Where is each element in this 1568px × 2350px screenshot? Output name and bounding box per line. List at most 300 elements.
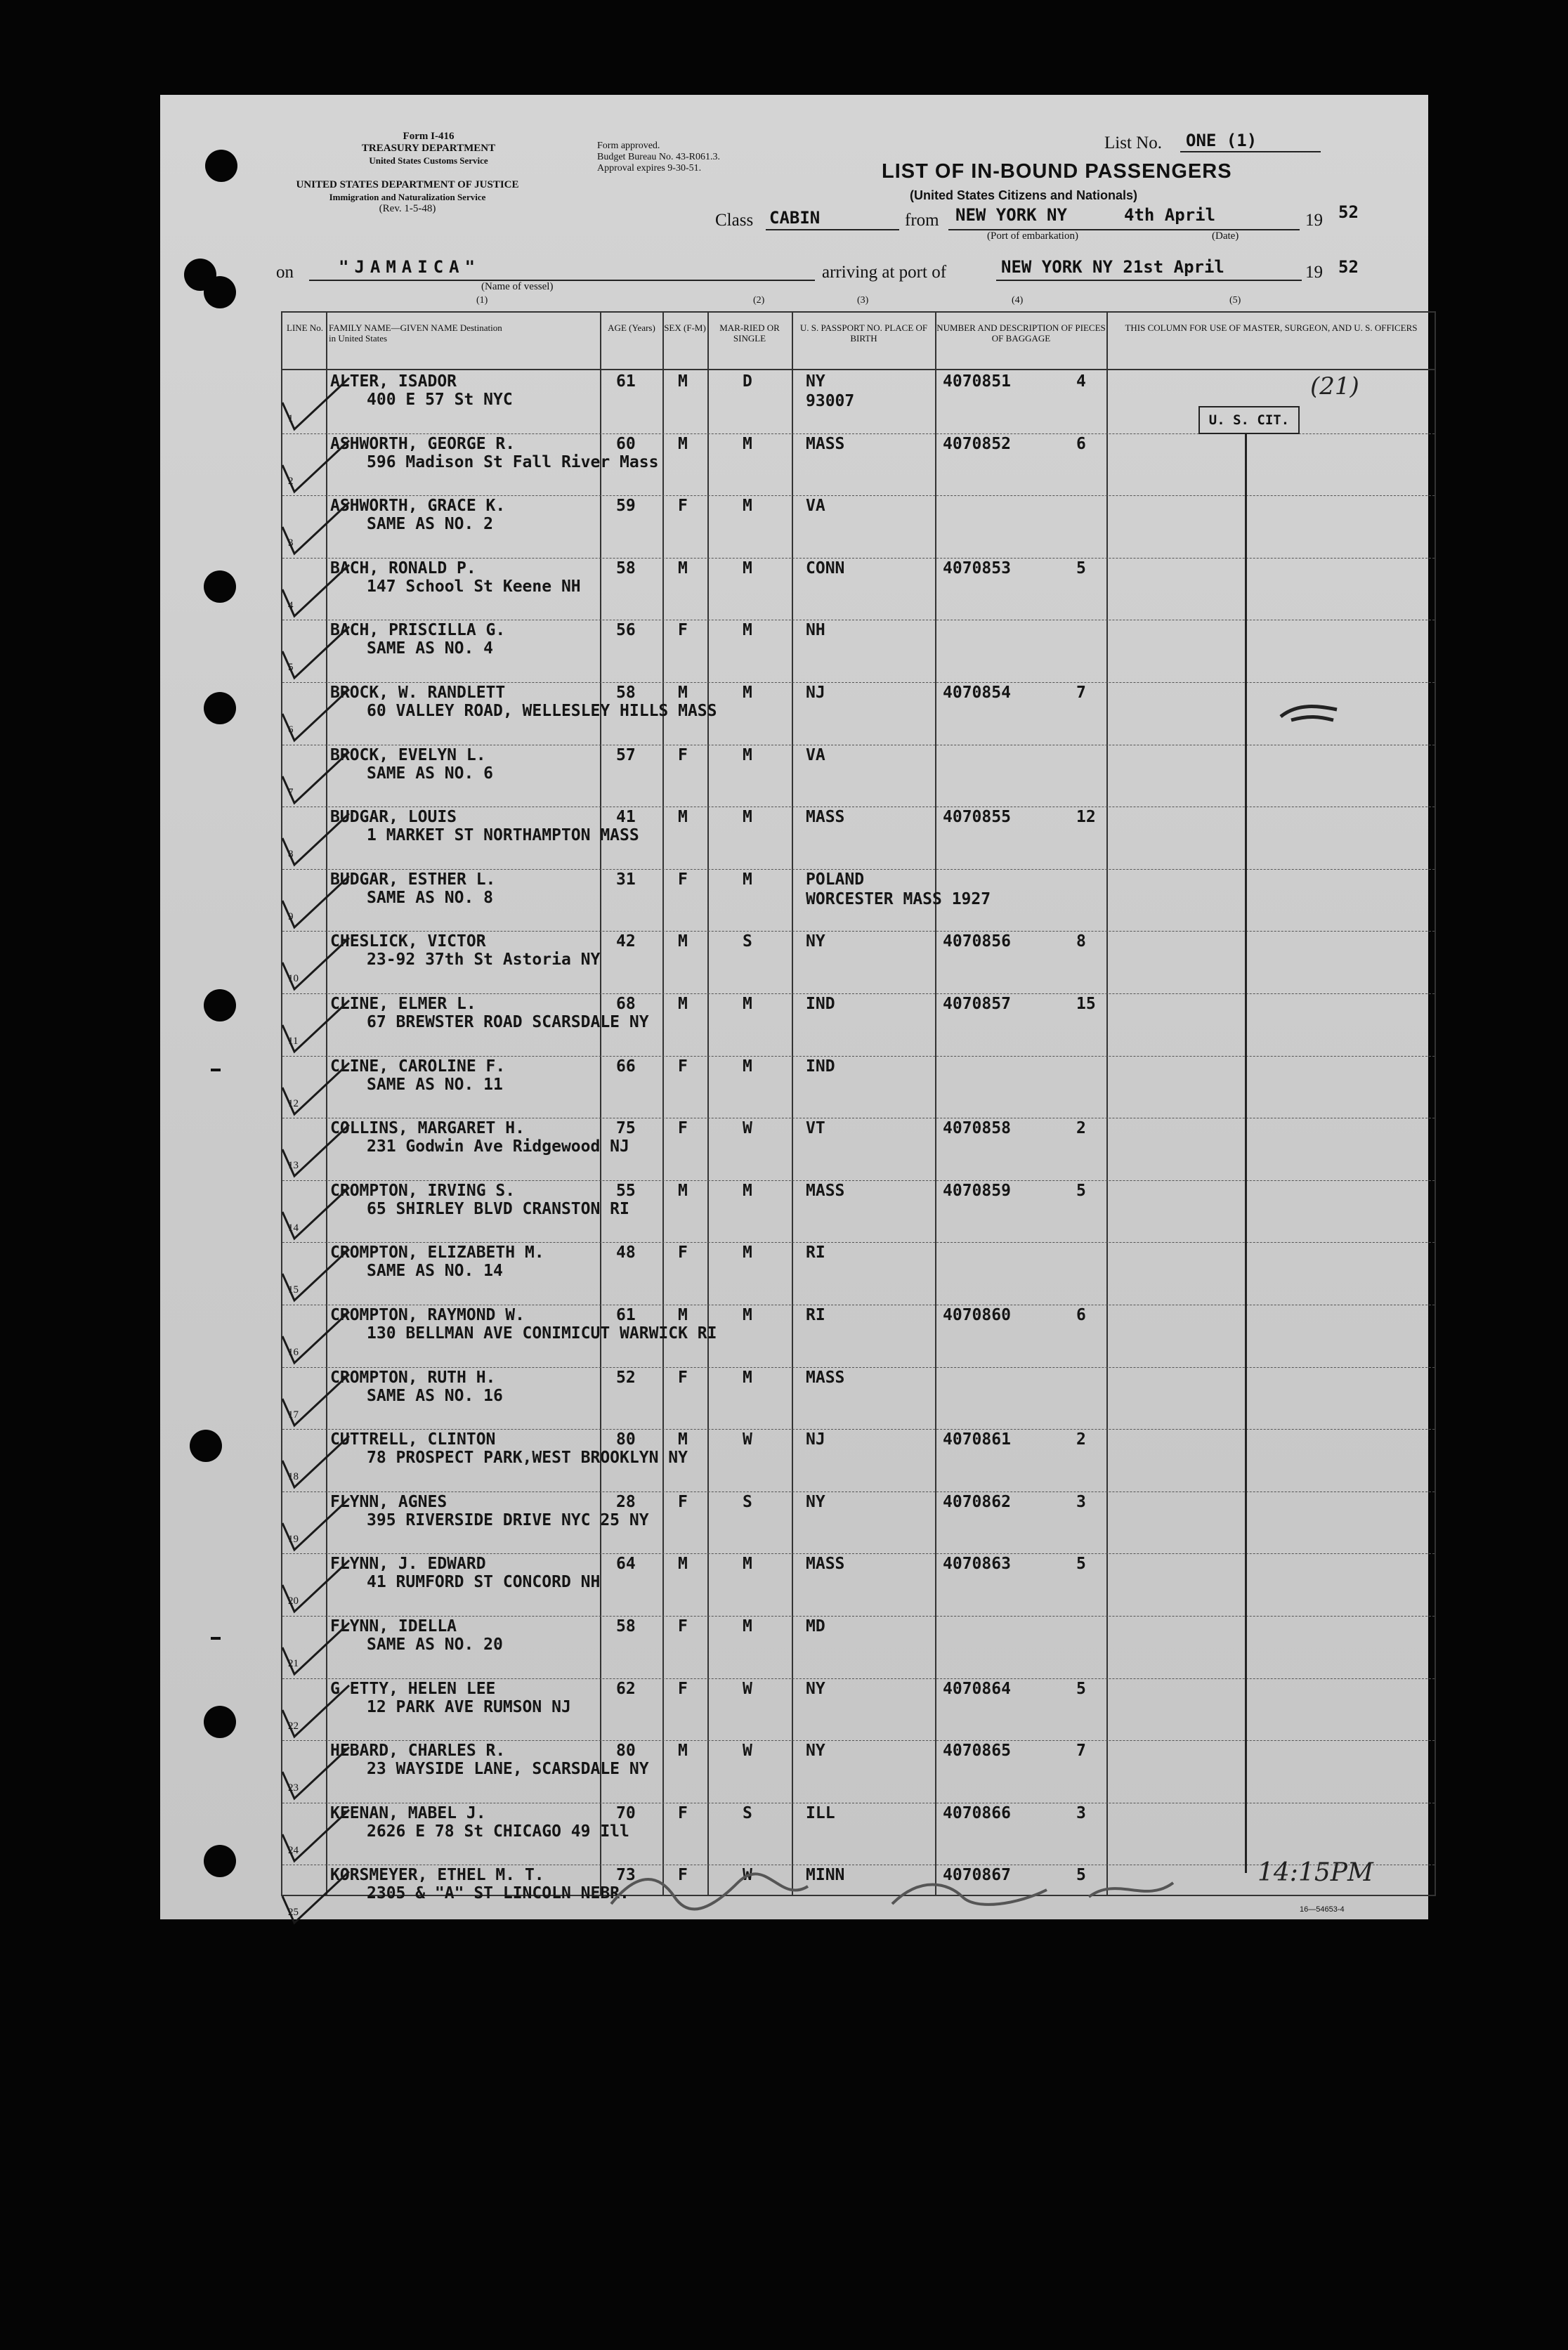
stamp-drop-line: [1245, 433, 1247, 1873]
check-mark-icon: [279, 1371, 356, 1434]
line-number: 12: [288, 1097, 299, 1109]
passenger-sex: M: [678, 434, 688, 453]
passenger-sex: M: [678, 1181, 688, 1200]
baggage-number: 4070863: [943, 1555, 1011, 1574]
marital-status: M: [743, 1306, 752, 1324]
line-number: 10: [288, 973, 299, 985]
check-mark-icon: [279, 1059, 356, 1123]
place-of-birth: MD: [806, 1617, 825, 1636]
marital-status: W: [743, 1430, 752, 1449]
place-of-birth: NY: [806, 1492, 825, 1511]
passenger-age: 61: [616, 1306, 636, 1324]
baggage-number: 4070854: [943, 684, 1011, 702]
passenger-age: 59: [616, 497, 636, 516]
place-of-birth: IND: [806, 1057, 835, 1076]
place-of-birth: NY: [806, 1742, 825, 1761]
column-number: (1): [476, 295, 488, 306]
row-divider: [282, 558, 1435, 559]
passenger-name: CLINE, ELMER L.: [330, 995, 476, 1013]
passenger-destination: 23-92 37th St Astoria NY: [367, 951, 601, 970]
check-mark-icon: [279, 1184, 356, 1247]
form-number: Form I-416: [403, 131, 455, 142]
from-label: from: [905, 211, 939, 230]
ins-service: Immigration and Naturalization Service: [329, 192, 486, 202]
page-title: LIST OF IN-BOUND PASSENGERS: [882, 160, 1232, 183]
place-of-birth: MINN: [806, 1866, 845, 1885]
passenger-destination: SAME AS NO. 14: [367, 1262, 503, 1281]
line-number: 9: [288, 910, 294, 922]
row-divider: [282, 1678, 1435, 1679]
margin-mark: [1277, 696, 1340, 731]
column-number: (2): [753, 295, 765, 306]
place-of-birth: NY: [806, 372, 825, 391]
line-number: 22: [288, 1720, 299, 1732]
passenger-sex: F: [678, 621, 688, 640]
passenger-sex: F: [678, 745, 688, 764]
line-number: 18: [288, 1471, 299, 1483]
passenger-sex: M: [678, 1555, 688, 1574]
page-subtitle: (United States Citizens and Nationals): [910, 188, 1138, 202]
passenger-age: 48: [616, 1243, 636, 1262]
baggage-number: 4070855: [943, 808, 1011, 827]
passenger-sex: M: [678, 995, 688, 1013]
revision: (Rev. 1-5-48): [379, 203, 436, 214]
line-number: 5: [288, 662, 294, 674]
list-no-underline: [1180, 151, 1321, 152]
baggage-pieces: 2: [1076, 1119, 1086, 1138]
baggage-pieces: 3: [1076, 1492, 1086, 1511]
line-number: 14: [288, 1222, 299, 1234]
year-value: 52: [1338, 202, 1359, 222]
arrival-year-prefix: 19: [1305, 263, 1323, 282]
place-of-birth-detail: WORCESTER MASS 1927: [806, 889, 991, 908]
passenger-name: BUDGAR, LOUIS: [330, 808, 457, 827]
baggage-pieces: 5: [1076, 1866, 1086, 1885]
marital-status: M: [743, 559, 752, 577]
passenger-destination: 395 RIVERSIDE DRIVE NYC 25 NY: [367, 1510, 649, 1529]
passenger-name: ALTER, ISADOR: [330, 372, 457, 391]
passenger-age: 64: [616, 1555, 636, 1574]
passenger-sex: F: [678, 1492, 688, 1511]
column-number: (4): [1012, 295, 1024, 306]
check-mark-icon: [279, 561, 356, 625]
treasury-dept: TREASURY DEPARTMENT: [361, 143, 496, 154]
check-mark-icon: [279, 1121, 356, 1184]
passenger-sex: F: [678, 1368, 688, 1387]
check-mark-icon: [279, 997, 356, 1060]
baggage-pieces: 12: [1076, 808, 1096, 827]
passenger-sex: M: [678, 1742, 688, 1761]
header-divider: [282, 369, 1435, 370]
passenger-age: 75: [616, 1119, 636, 1138]
col-header-officers: THIS COLUMN FOR USE OF MASTER, SURGEON, AND U. S. OFFICERS: [1125, 322, 1418, 333]
line-number: 16: [288, 1347, 299, 1358]
binder-hole: [205, 150, 237, 182]
baggage-number: 4070858: [943, 1119, 1011, 1138]
marital-status: M: [743, 1617, 752, 1636]
marital-status: M: [743, 1057, 752, 1076]
passenger-age: 28: [616, 1492, 636, 1511]
place-of-birth: RI: [806, 1243, 825, 1262]
place-of-birth: NJ: [806, 1430, 825, 1449]
passenger-sex: M: [678, 1306, 688, 1324]
passenger-age: 56: [616, 621, 636, 640]
passenger-age: 58: [616, 1617, 636, 1636]
check-mark-icon: [279, 1682, 356, 1745]
check-mark-icon: [279, 374, 356, 438]
passenger-destination: 78 PROSPECT PARK,WEST BROOKLYN NY: [367, 1449, 688, 1468]
row-divider: [282, 1553, 1435, 1554]
baggage-number: 4070856: [943, 932, 1011, 951]
arrival-year-value: 52: [1338, 257, 1359, 277]
check-mark-icon: [279, 623, 356, 686]
place-of-birth: NY: [806, 1679, 825, 1698]
column-number: (3): [857, 295, 869, 306]
marital-status: M: [743, 745, 752, 764]
baggage-pieces: 5: [1076, 1679, 1086, 1698]
baggage-number: 4070864: [943, 1679, 1011, 1698]
port-caption: (Port of embarkation): [987, 230, 1078, 242]
passenger-destination: 23 WAYSIDE LANE, SCARSDALE NY: [367, 1760, 649, 1779]
marital-status: M: [743, 808, 752, 827]
passenger-destination: 596 Madison St Fall River Mass: [367, 452, 659, 471]
check-mark-icon: [279, 1246, 356, 1309]
place-of-birth: ILL: [806, 1803, 835, 1822]
row-divider: [282, 993, 1435, 994]
passenger-destination: 231 Godwin Ave Ridgewood NJ: [367, 1137, 629, 1156]
row-divider: [282, 1056, 1435, 1057]
arriving-label: arriving at port of: [822, 263, 947, 282]
class-underline: [766, 229, 899, 230]
passenger-name: ASHWORTH, GRACE K.: [330, 497, 506, 516]
passenger-age: 52: [616, 1368, 636, 1387]
place-of-birth: MASS: [806, 1181, 845, 1200]
marital-status: M: [743, 995, 752, 1013]
passenger-name: BROCK, W. RANDLETT: [330, 684, 506, 702]
baggage-pieces: 6: [1076, 434, 1086, 453]
approval-line: Budget Bureau No. 43-R061.3.: [597, 152, 720, 162]
marital-status: M: [743, 870, 752, 889]
row-divider: [282, 1429, 1435, 1430]
passenger-destination: 60 VALLEY ROAD, WELLESLEY HILLS MASS: [367, 702, 717, 720]
baggage-pieces: 15: [1076, 995, 1096, 1013]
marital-status: W: [743, 1119, 752, 1138]
marital-status: M: [743, 1555, 752, 1574]
date-caption: (Date): [1212, 230, 1239, 242]
passenger-destination: SAME AS NO. 2: [367, 515, 494, 534]
line-number: 11: [288, 1036, 299, 1047]
vessel-name: "JAMAICA": [339, 257, 481, 277]
column-divider: [662, 313, 664, 1895]
passenger-name: CROMPTON, RAYMOND W.: [330, 1306, 525, 1324]
passenger-destination: 2626 E 78 St CHICAGO 49 Ill: [367, 1822, 629, 1841]
passenger-destination: 1 MARKET ST NORTHAMPTON MASS: [367, 826, 639, 845]
passenger-age: 73: [616, 1866, 636, 1885]
passenger-sex: F: [678, 1617, 688, 1636]
passenger-sex: M: [678, 1430, 688, 1449]
marital-status: D: [743, 372, 752, 391]
passenger-sex: F: [678, 1057, 688, 1076]
embark-date: 4th April: [1124, 205, 1216, 225]
row-divider: [282, 1180, 1435, 1181]
binder-hole: [204, 1706, 236, 1738]
row-divider: [282, 931, 1435, 932]
check-mark-icon: [279, 1806, 356, 1869]
passenger-age: 68: [616, 995, 636, 1013]
line-number: 15: [288, 1284, 299, 1296]
passenger-name: FLYNN, IDELLA: [330, 1617, 457, 1636]
passenger-name: G ETTY, HELEN LEE: [330, 1679, 496, 1698]
check-mark-icon: [279, 1557, 356, 1620]
baggage-pieces: 3: [1076, 1803, 1086, 1822]
place-of-birth-detail: 93007: [806, 392, 855, 410]
passenger-age: 41: [616, 808, 636, 827]
place-of-birth: MASS: [806, 808, 845, 827]
passenger-name: KEENAN, MABEL J.: [330, 1803, 486, 1822]
binder-hole: [190, 1430, 222, 1462]
baggage-number: 4070866: [943, 1803, 1011, 1822]
passenger-age: 31: [616, 870, 636, 889]
class-value: CABIN: [769, 208, 821, 228]
place-of-birth: NH: [806, 621, 825, 640]
approval-line: Approval expires 9-30-51.: [597, 163, 702, 174]
vessel-caption: (Name of vessel): [481, 281, 554, 292]
row-divider: [282, 495, 1435, 496]
baggage-pieces: 8: [1076, 932, 1086, 951]
line-number: 6: [288, 724, 294, 736]
line-number: 1: [288, 413, 294, 424]
from-value: NEW YORK NY: [955, 205, 1067, 225]
on-label: on: [276, 263, 294, 282]
column-divider: [707, 313, 709, 1895]
check-mark-icon: [279, 873, 356, 936]
vessel-underline: [309, 280, 815, 281]
marital-status: M: [743, 1181, 752, 1200]
passenger-name: FLYNN, AGNES: [330, 1492, 447, 1511]
marital-status: M: [743, 1243, 752, 1262]
passenger-name: BROCK, EVELYN L.: [330, 745, 486, 764]
place-of-birth: VA: [806, 497, 825, 516]
row-divider: [282, 1616, 1435, 1617]
baggage-number: 4070862: [943, 1492, 1011, 1511]
col-header-age: AGE (Years): [608, 322, 655, 333]
marital-status: M: [743, 621, 752, 640]
passenger-name: FLYNN, J. EDWARD: [330, 1555, 486, 1574]
passenger-sex: F: [678, 870, 688, 889]
time-annotation: 14:15PM: [1257, 1858, 1373, 1887]
column-divider: [600, 313, 601, 1895]
passenger-sex: F: [678, 1243, 688, 1262]
marital-status: M: [743, 1368, 752, 1387]
line-number: 13: [288, 1160, 299, 1172]
place-of-birth: MASS: [806, 1368, 845, 1387]
passenger-age: 60: [616, 434, 636, 453]
marital-status: M: [743, 434, 752, 453]
marital-status: M: [743, 684, 752, 702]
check-mark-icon: [279, 686, 356, 749]
passenger-destination: 67 BREWSTER ROAD SCARSDALE NY: [367, 1013, 649, 1031]
margin-tick: [211, 1069, 221, 1071]
line-number: 17: [288, 1409, 299, 1421]
passenger-destination: SAME AS NO. 20: [367, 1636, 503, 1654]
justice-block: [267, 179, 548, 215]
baggage-number: 4070853: [943, 559, 1011, 577]
place-of-birth: VA: [806, 745, 825, 764]
passenger-age: 57: [616, 745, 636, 764]
row-divider: [282, 682, 1435, 683]
marital-status: M: [743, 497, 752, 516]
arrival-underline: [996, 280, 1302, 281]
line-number: 25: [288, 1907, 299, 1919]
line-number: 8: [288, 849, 294, 861]
row-divider: [282, 1491, 1435, 1492]
passenger-destination: SAME AS NO. 8: [367, 888, 494, 907]
baggage-number: 4070865: [943, 1742, 1011, 1761]
check-mark-icon: [279, 748, 356, 811]
count-annotation: (21): [1310, 372, 1359, 400]
passenger-name: ASHWORTH, GEORGE R.: [330, 434, 516, 453]
passenger-name: CLINE, CAROLINE F.: [330, 1057, 506, 1076]
passenger-destination: SAME AS NO. 11: [367, 1075, 503, 1094]
check-mark-icon: [279, 437, 356, 500]
passenger-destination: SAME AS NO. 6: [367, 764, 494, 783]
baggage-number: 4070851: [943, 372, 1011, 391]
passenger-destination: 65 SHIRLEY BLVD CRANSTON RI: [367, 1199, 629, 1218]
passenger-sex: M: [678, 372, 688, 391]
line-number: 19: [288, 1533, 299, 1545]
check-mark-icon: [279, 1432, 356, 1496]
marital-status: S: [743, 1492, 752, 1511]
passenger-destination: 12 PARK AVE RUMSON NJ: [367, 1697, 571, 1716]
passenger-name: CROMPTON, RUTH H.: [330, 1368, 496, 1387]
baggage-pieces: 5: [1076, 1555, 1086, 1574]
passenger-age: 42: [616, 932, 636, 951]
passenger-destination: SAME AS NO. 16: [367, 1386, 503, 1405]
passenger-name: CROMPTON, IRVING S.: [330, 1181, 516, 1200]
check-mark-icon: [279, 1744, 356, 1807]
place-of-birth: NJ: [806, 684, 825, 702]
check-mark-icon: [279, 1308, 356, 1371]
arrival-port-date: NEW YORK NY 21st April: [1001, 257, 1224, 277]
passenger-age: 80: [616, 1430, 636, 1449]
place-of-birth: RI: [806, 1306, 825, 1324]
col-header-line: LINE No.: [287, 322, 323, 333]
passenger-destination: 130 BELLMAN AVE CONIMICUT WARWICK RI: [367, 1324, 717, 1343]
passenger-age: 70: [616, 1803, 636, 1822]
baggage-number: 4070867: [943, 1866, 1011, 1885]
passenger-name: BACH, RONALD P.: [330, 559, 476, 577]
passenger-destination: 147 School St Keene NH: [367, 577, 581, 596]
baggage-pieces: 4: [1076, 372, 1086, 391]
row-divider: [282, 1242, 1435, 1243]
baggage-number: 4070861: [943, 1430, 1011, 1449]
passenger-name: BACH, PRISCILLA G.: [330, 621, 506, 640]
marital-status: S: [743, 1803, 752, 1822]
binder-hole: [204, 570, 236, 603]
passenger-destination: 400 E 57 St NYC: [367, 391, 513, 409]
margin-tick: [211, 1637, 221, 1640]
check-mark-icon: [279, 810, 356, 873]
passenger-age: 58: [616, 559, 636, 577]
passenger-age: 55: [616, 1181, 636, 1200]
column-number: (5): [1229, 295, 1241, 306]
year-prefix: 19: [1305, 211, 1323, 230]
baggage-number: 4070859: [943, 1181, 1011, 1200]
list-no-value: ONE (1): [1186, 131, 1257, 150]
row-divider: [282, 1367, 1435, 1368]
column-divider: [1106, 313, 1108, 1895]
row-divider: [282, 1740, 1435, 1741]
line-number: 7: [288, 786, 294, 798]
passenger-age: 61: [616, 372, 636, 391]
row-divider: [282, 869, 1435, 870]
approval-block: [597, 141, 720, 174]
binder-hole: [204, 276, 236, 308]
baggage-number: 4070852: [943, 434, 1011, 453]
passenger-sex: F: [678, 497, 688, 516]
passenger-sex: M: [678, 808, 688, 827]
line-number: 3: [288, 537, 294, 549]
us-citizen-stamp: U. S. CIT.: [1198, 406, 1300, 434]
place-of-birth: MASS: [806, 434, 845, 453]
passenger-destination: 2305 & "A" ST LINCOLN NEBR.: [367, 1884, 629, 1903]
baggage-pieces: 5: [1076, 1181, 1086, 1200]
place-of-birth: IND: [806, 995, 835, 1013]
marital-status: W: [743, 1742, 752, 1761]
line-number: 4: [288, 599, 294, 611]
signature-scrawl: [597, 1855, 1257, 1925]
check-mark-icon: [279, 934, 356, 998]
baggage-number: 4070860: [943, 1306, 1011, 1324]
passenger-sex: M: [678, 932, 688, 951]
form-code: 16—54653-4: [1300, 1905, 1345, 1914]
approval-line: Form approved.: [597, 141, 660, 151]
passenger-name: KORSMEYER, ETHEL M. T.: [330, 1866, 544, 1885]
passenger-age: 62: [616, 1679, 636, 1698]
line-number: 2: [288, 475, 294, 487]
passenger-name: CUTTRELL, CLINTON: [330, 1430, 496, 1449]
place-of-birth: MASS: [806, 1555, 845, 1574]
line-number: 20: [288, 1595, 299, 1607]
marital-status: W: [743, 1866, 752, 1885]
justice-dept: UNITED STATES DEPARTMENT OF JUSTICE: [296, 179, 519, 190]
baggage-pieces: 6: [1076, 1306, 1086, 1324]
check-mark-icon: [279, 1868, 356, 1931]
passenger-age: 80: [616, 1742, 636, 1761]
baggage-pieces: 5: [1076, 559, 1086, 577]
treasury-block: [330, 131, 527, 167]
line-number: 21: [288, 1658, 299, 1669]
class-label: Class: [715, 211, 754, 230]
col-header-baggage: NUMBER AND DESCRIPTION OF PIECES OF BAGGAGE: [936, 322, 1106, 344]
col-header-sex: SEX (F-M): [664, 322, 706, 333]
passenger-name: CROMPTON, ELIZABETH M.: [330, 1243, 544, 1262]
passenger-age: 66: [616, 1057, 636, 1076]
passenger-sex: F: [678, 1866, 688, 1885]
binder-hole: [204, 692, 236, 724]
col-header-married: MAR-RIED OR SINGLE: [719, 322, 780, 344]
col-header-name: FAMILY NAME—GIVEN NAME Destination in United States: [329, 322, 502, 344]
place-of-birth: POLAND: [806, 870, 865, 889]
column-divider: [792, 313, 793, 1895]
col-header-passport: U. S. PASSPORT NO. PLACE OF BIRTH: [799, 322, 928, 344]
passenger-sex: F: [678, 1119, 688, 1138]
place-of-birth: VT: [806, 1119, 825, 1138]
binder-hole: [204, 1845, 236, 1877]
column-divider: [935, 313, 936, 1895]
baggage-number: 4070857: [943, 995, 1011, 1013]
passenger-name: HEBARD, CHARLES R.: [330, 1742, 506, 1761]
